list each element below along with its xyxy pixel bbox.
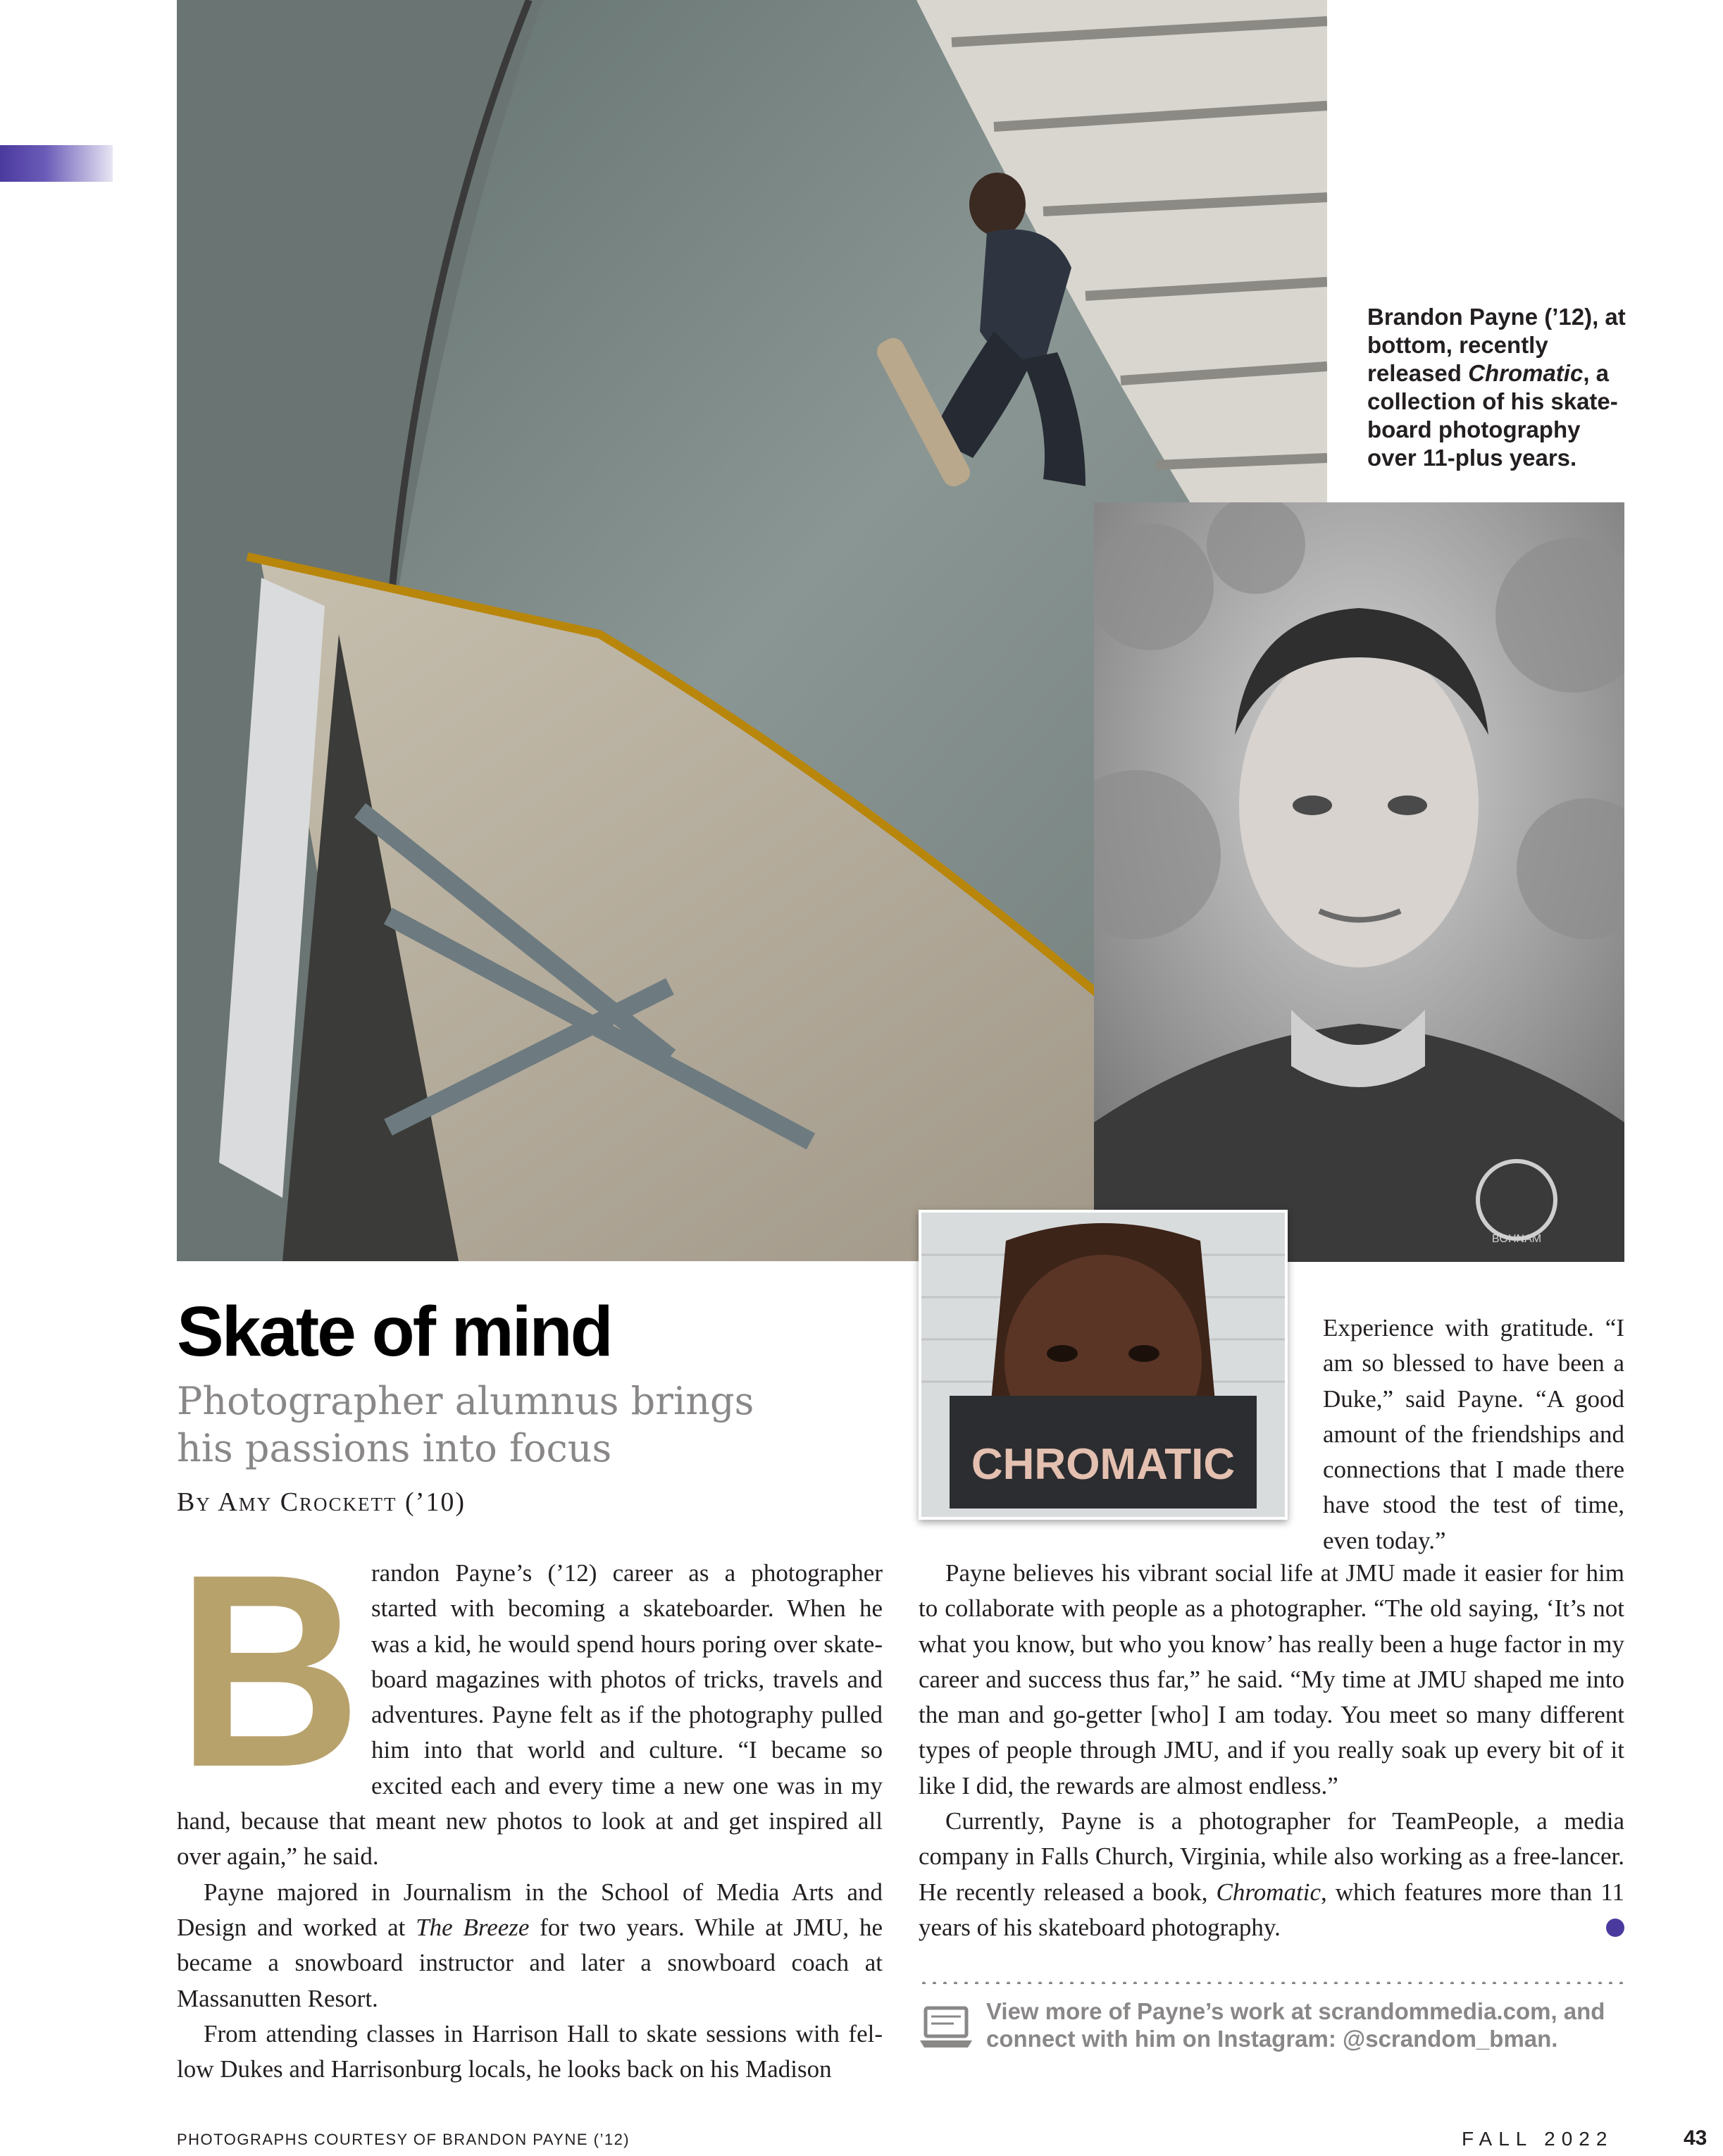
article-byline: By Amy Crockett (’10) — [177, 1487, 466, 1517]
photo-credit: PHOTOGRAPHS COURTESY OF BRANDON PAYNE (’12) — [177, 2131, 630, 2148]
article-headline: Skate of mind — [177, 1292, 611, 1371]
body-paragraph: Payne believes his vibrant social life at JMU made it easier for him to collaborate with people as a photographer. “The old saying, ‘It’s not what you know, but who you know’ has really been a huge factor in my career and success thus far,” he said. “My time at JMU shaped me into the man and go-getter [who] I am today. You meet so many different types of people through JMU, and if you really soak up every bit of it like I did, the rewards are almost endless.” — [919, 1559, 1624, 1799]
article-body-left — [177, 1556, 883, 2087]
article-deck: Photographer alumnus brings his passions into focus — [177, 1379, 754, 1470]
shirt-logo-text: BOHNAM — [1491, 1233, 1542, 1245]
body-paragraph: From attending classes in Harrison Hall to skate sessions with fel-low Dukes and Harrisonburg locals, he looks back on his Madison — [177, 2019, 883, 2083]
promo-text: View more of Payne’s work at scrandommedia.com, and connect with him on Instagram: @scrandom_bman. — [986, 1998, 1605, 2052]
body-paragraph: Currently, Payne is a photographer for TeamPeople, a media company in Falls Church, Virginia, while also working as a free-lancer. He recently released a book, Chromatic, which features more than 11 years of his skateboard photography. ✕ — [919, 1807, 1644, 1941]
drop-cap — [177, 1566, 366, 1768]
portrait-photo — [1094, 502, 1624, 1262]
issue-label: FALL 2022 — [1462, 2128, 1614, 2150]
photo-caption: Brandon Payne (’12), at bottom, recently released Chromatic, a collection of his skate-board photography over 11-plus years. — [1367, 304, 1626, 471]
end-mark-icon: ✕ — [1606, 1919, 1624, 1937]
body-paragraph: B randon Payne’s (’12) career as a photographer started with becoming a skateboarder. When he was a kid, he would spend hours poring over skate-board magazines with photos of tricks, travels and adventures. Payne felt as if the photography pulled him into that world and culture. “I became so excited each and every time a new one was in my hand, because that meant new photos to look at and get inspired all over again,” he said. — [177, 1556, 883, 1875]
svg-text:B: B — [177, 1566, 361, 1768]
section-tab-accent — [0, 145, 113, 182]
laptop-icon — [919, 2005, 974, 2050]
dotted-divider — [919, 1981, 1624, 1984]
body-paragraph: Payne majored in Journalism in the School of Media Arts and Design and worked at The Breeze for two years. While at JMU, he became a snowboard instructor and later a snowboard coach at Massanutten Resort. — [177, 1878, 883, 2012]
book-cover-title: CHROMATIC — [971, 1440, 1236, 1489]
article-body-continued: Experience with gratitude. “I am so blessed to have been a Duke,” said Payne. “A good amount of the friendships and connections that I made there have stood the test of time, even today.” — [1323, 1314, 1624, 1554]
page-number: 43 — [1684, 2126, 1708, 2150]
book-cover-photo — [919, 1210, 1288, 1520]
article-body-right — [919, 1556, 1644, 1945]
